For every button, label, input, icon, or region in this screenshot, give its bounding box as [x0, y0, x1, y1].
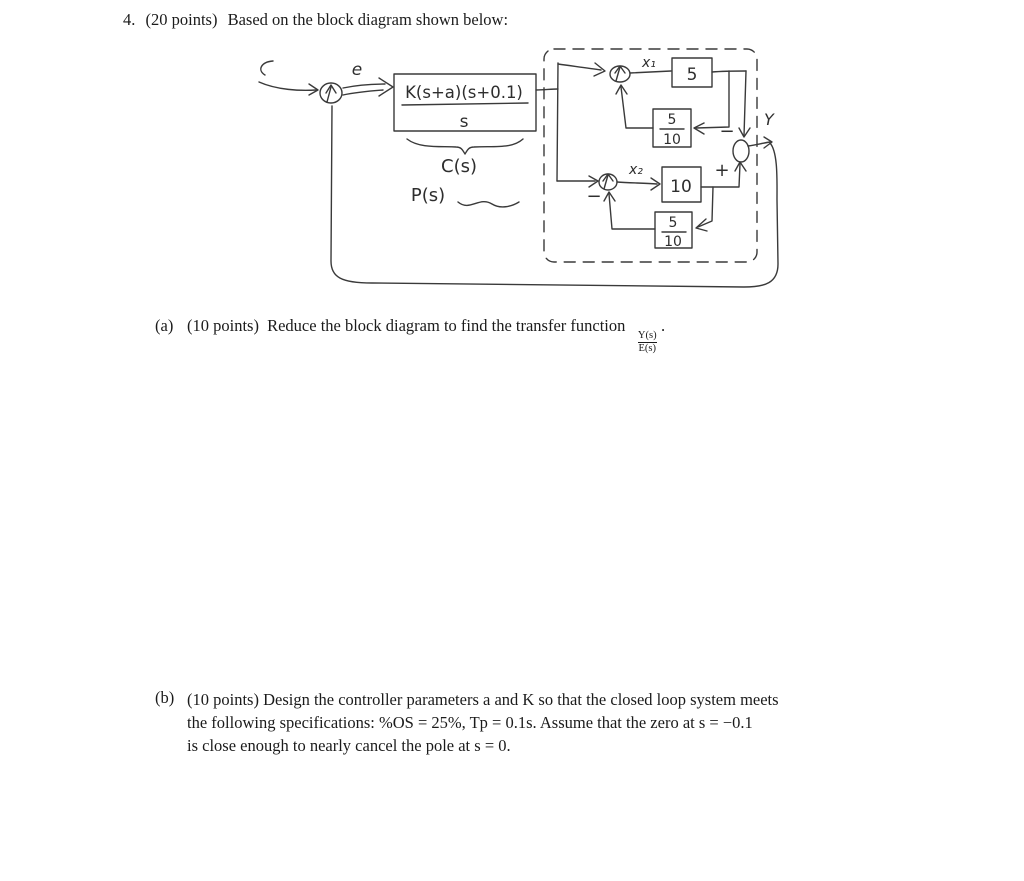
part-a-period: .: [661, 316, 666, 335]
outer-feedback-loop-wire: [331, 106, 778, 287]
bottom-feedback-return-wire: [609, 194, 655, 229]
controller-denominator-label: s: [459, 112, 469, 132]
gain5-to-output-wire: [744, 71, 746, 136]
part-b-label: (b): [155, 688, 175, 707]
error-arrowhead-icon: [379, 78, 393, 96]
controller-numerator-label: K(s+a)(s+0.1): [405, 83, 523, 102]
part-a-points: (10 points): [187, 316, 259, 335]
bottom-frac-denominator-label: 10: [664, 234, 682, 250]
top-frac-numerator-label: 5: [667, 112, 677, 128]
transfer-function-fraction: [638, 330, 658, 356]
problem-points: (20 points): [145, 10, 218, 29]
error-wire-top: [343, 84, 385, 88]
x1-state-label: x₁: [642, 55, 656, 71]
minus-sign-x2: −: [586, 186, 602, 207]
part-a: [155, 316, 669, 356]
problem-intro: Based on the block diagram shown below:: [227, 10, 509, 29]
part-a-label: (a): [155, 316, 174, 335]
top-frac-denominator-label: 10: [663, 132, 681, 148]
part-b-line-1: (10 points) Design the controller parameters a and K so that the closed loop system meets: [187, 690, 779, 709]
output-signal-label: Y: [764, 110, 774, 129]
input-wire: [259, 82, 316, 90]
x2-to-gain10-wire: [617, 182, 657, 184]
part-b: [155, 688, 779, 757]
gain5-label: 5: [686, 65, 698, 85]
plant-squiggle: [458, 202, 519, 207]
part-b-line-3: is close enough to nearly cancel the pole at s = 0.: [187, 736, 511, 755]
plus-sign-bottom: +: [714, 160, 730, 181]
fraction-denominator: E(s): [638, 343, 657, 355]
controller-brace: [407, 139, 523, 154]
controller-fraction-bar: [402, 103, 528, 105]
bottom-feedback-tap-wire: [698, 187, 713, 227]
part-a-sentence: Reduce the block diagram to find the transfer function: [267, 316, 626, 335]
bottom-frac-numerator-label: 5: [668, 215, 678, 231]
minus-sign-top: −: [719, 121, 735, 142]
problem-number: 4.: [123, 10, 136, 29]
block-diagram: [250, 40, 825, 310]
problem-header: [123, 10, 514, 30]
plant-name-label: P(s): [410, 185, 446, 206]
x2-state-label: x₂: [629, 162, 643, 178]
part-a-body: [187, 316, 669, 356]
controller-output-wire: [536, 89, 558, 90]
subsystem-dashed-box: [544, 49, 757, 262]
input-hook: [261, 61, 273, 75]
error-wire-bottom: [343, 90, 383, 95]
gain10-label: 10: [670, 177, 692, 197]
summing-junction-output: [733, 140, 749, 162]
part-b-line-2: the following specifications: %OS = 25%, Tp = 0.1s. Assume that the zero at s = −0.1: [187, 713, 753, 732]
controller-name-label: C(s): [441, 156, 477, 177]
branch-vertical-wire: [557, 63, 558, 181]
branch-top-wire: [558, 64, 601, 70]
part-b-body: [187, 688, 779, 757]
fraction-numerator: Y(s): [637, 330, 657, 341]
x1-to-gain5-wire: [630, 71, 671, 73]
error-signal-label: e: [351, 60, 363, 80]
